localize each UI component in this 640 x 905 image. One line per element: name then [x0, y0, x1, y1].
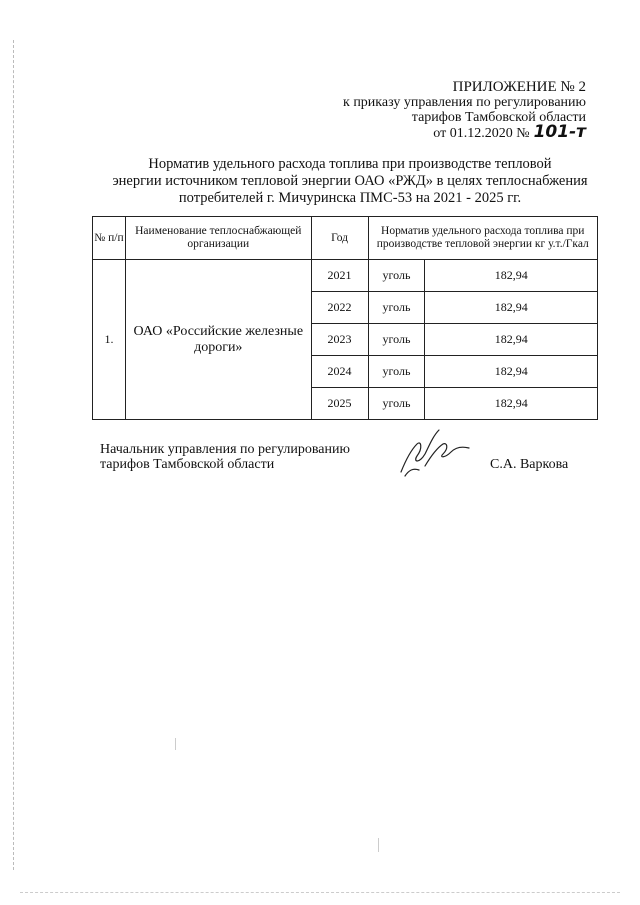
- year-cell: 2024: [311, 356, 368, 388]
- handwritten-signature: [395, 426, 475, 482]
- year-cell: 2021: [311, 260, 368, 292]
- signer-name: С.А. Варкова: [490, 457, 569, 472]
- heading-line-1: Норматив удельного расхода топлива при производстве тепловой: [148, 156, 552, 172]
- appendix-date-line: [343, 122, 586, 142]
- header-norm: Норматив удельного расхода топлива при производстве тепловой энергии кг у.т./Гкал: [368, 217, 598, 260]
- value-cell: 182,94: [425, 260, 598, 292]
- fuel-cell: уголь: [368, 292, 425, 324]
- signer-position-line-1: Начальник управления по регулированию: [100, 442, 350, 457]
- norms-table: [92, 216, 598, 420]
- table-row: [93, 260, 598, 292]
- organization-name: ОАО «Российские железные дороги»: [125, 260, 311, 420]
- table-header-row: [93, 217, 598, 260]
- signature-position: [100, 442, 350, 472]
- value-cell: 182,94: [425, 388, 598, 420]
- fuel-cell: уголь: [368, 388, 425, 420]
- appendix-header: [343, 80, 586, 141]
- order-number-handwritten: 101-т: [533, 122, 586, 142]
- appendix-order-line: к приказу управления по регулированию: [343, 95, 586, 110]
- header-num: № п/п: [93, 217, 126, 260]
- signer-position-line-2: тарифов Тамбовской области: [100, 457, 275, 472]
- heading-line-2: энергии источником тепловой энергии ОАО «РЖД» в целях теплоснабжения: [112, 173, 588, 189]
- fuel-cell: уголь: [368, 356, 425, 388]
- document-heading: [90, 156, 610, 207]
- header-organization: Наименование теплоснабжающей организации: [125, 217, 311, 260]
- fuel-cell: уголь: [368, 260, 425, 292]
- scan-bottom-line: [20, 892, 620, 893]
- value-cell: 182,94: [425, 356, 598, 388]
- scan-speck: [378, 838, 379, 852]
- year-cell: 2025: [311, 388, 368, 420]
- year-cell: 2022: [311, 292, 368, 324]
- value-cell: 182,94: [425, 292, 598, 324]
- value-cell: 182,94: [425, 324, 598, 356]
- year-cell: 2023: [311, 324, 368, 356]
- appendix-title: ПРИЛОЖЕНИЕ № 2: [452, 79, 586, 95]
- fuel-cell: уголь: [368, 324, 425, 356]
- appendix-date: от 01.12.2020 №: [433, 126, 530, 141]
- scan-speck: [175, 738, 176, 750]
- row-number: 1.: [93, 260, 126, 420]
- heading-line-3: потребителей г. Мичуринска ПМС-53 на 2021 - 2025 гг.: [178, 190, 522, 206]
- appendix-authority-line: тарифов Тамбовской области: [411, 110, 586, 125]
- header-year: Год: [311, 217, 368, 260]
- scan-margin-line: [13, 40, 14, 870]
